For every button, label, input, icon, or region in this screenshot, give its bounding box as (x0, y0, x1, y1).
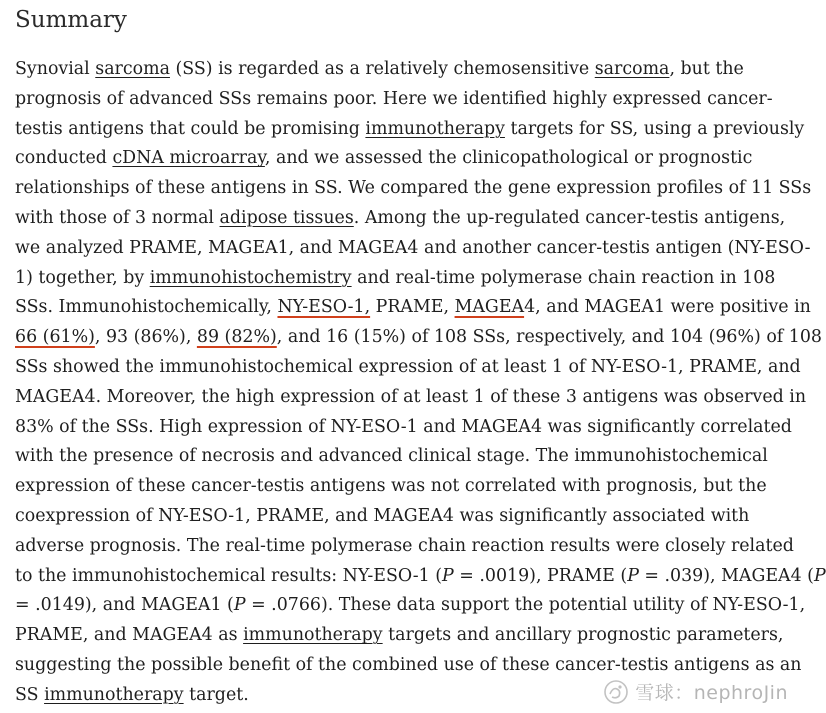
immunohistochemistry-link[interactable]: immunohistochemistry (149, 267, 352, 288)
text-line: Synovial sarcoma (SS) is regarded as a relatively chemosensitive sarcoma, but the (15, 59, 744, 79)
immunotherapy-link[interactable]: immunotherapy (44, 684, 184, 705)
abstract-paragraph (15, 55, 826, 711)
highlight-89-percent: 89 (82%) (196, 327, 277, 348)
sarcoma-link[interactable]: sarcoma (95, 59, 170, 79)
text-line: suggesting the possible benefit of the combined use of these cancer-testis antigens as an (15, 654, 802, 675)
adipose-tissues-link[interactable]: adipose tissues (219, 207, 354, 228)
text-line: relationships of these antigens in SS. We compared the gene expression profiles of 11 SSs (15, 178, 812, 199)
text-line: we analyzed PRAME, MAGEA1, and MAGEA4 and another cancer-testis antigen (NY-ESO- (15, 237, 811, 258)
immunotherapy-link[interactable]: immunotherapy (243, 625, 383, 646)
highlight-66-percent: 66 (61%) (15, 327, 95, 348)
section-heading: Summary (15, 7, 127, 33)
text-line: SSs. Immunohistochemically, NY-ESO-1, PRAME, MAGEA4, and MAGEA1 were positive in (15, 297, 811, 318)
text-line: 1) together, by immunohistochemistry and real-time polymerase chain reaction in 108 (15, 267, 776, 288)
highlight-ny-eso-1: NY-ESO-1, (277, 297, 371, 318)
watermark-text: 雪球：nephroJin (635, 682, 788, 704)
cdna-microarray-link[interactable]: cDNA microarray (112, 148, 265, 169)
text-line: conducted cDNA microarray, and we assessed the clinicopathological or prognostic (15, 148, 753, 169)
text-line: 83% of the SSs. High expression of NY-ESO-1 and MAGEA4 was significantly correlated (15, 416, 792, 437)
text-line: with those of 3 normal adipose tissues. Among the up-regulated cancer-testis antigens, (15, 207, 786, 228)
text-line: PRAME, and MAGEA4 as immunotherapy targets and ancillary prognostic parameters, (15, 625, 784, 646)
snowball-logo-icon (603, 679, 629, 705)
text-line: = .0149), and MAGEA1 (P = .0766). These data support the potential utility of NY-ESO-1, (15, 595, 806, 616)
text-line: prognosis of advanced SSs remains poor. Here we identified highly expressed cancer- (15, 88, 773, 109)
magea-link[interactable]: MAGEA (454, 297, 525, 318)
text-line: to the immunohistochemical results: NY-ESO-1 (P = .0019), PRAME (P = .039), MAGEA4 (P (15, 565, 826, 586)
text-line: adverse prognosis. The real-time polymerase chain reaction results were closely related (15, 535, 794, 556)
text-line: with the presence of necrosis and advanced clinical stage. The immunohistochemical (15, 446, 768, 467)
text-line: testis antigens that could be promising immunotherapy targets for SS, using a previously (15, 118, 805, 139)
text-line: SSs showed the immunohistochemical expression of at least 1 of NY-ESO-1, PRAME, and (15, 356, 801, 377)
text-line: coexpression of NY-ESO-1, PRAME, and MAGEA4 was significantly associated with (15, 505, 750, 526)
text-line: 66 (61%), 93 (86%), 89 (82%), and 16 (15%) of 108 SSs, respectively, and 104 (96%) of 108 (15, 327, 822, 348)
sarcoma-link[interactable]: sarcoma (594, 59, 670, 79)
watermark (603, 678, 788, 705)
text-line: expression of these cancer-testis antigens was not correlated with prognosis, but the (15, 476, 767, 497)
text-line: SS immunotherapy target. (15, 684, 249, 705)
immunotherapy-link[interactable]: immunotherapy (365, 118, 505, 139)
text-line: MAGEA4. Moreover, the high expression of at least 1 of these 3 antigens was observed in (15, 386, 807, 407)
